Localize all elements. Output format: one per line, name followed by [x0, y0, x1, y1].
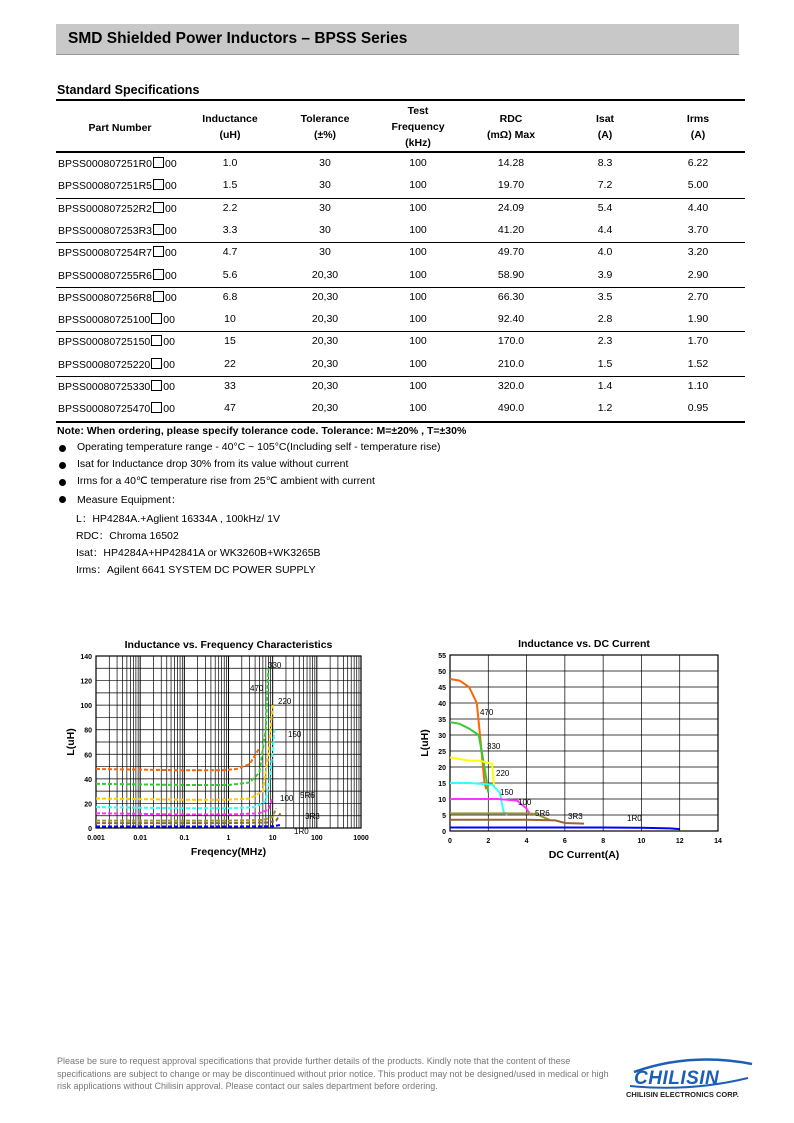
part-number-suffix: 00 [163, 336, 175, 348]
part-number-prefix: BPSS000807251R0 [58, 158, 152, 170]
bullet-measure-equipment: Measure Equipment： [77, 494, 182, 506]
header-part-number: Part Number [88, 122, 152, 134]
y-axis-label: L(uH) [419, 729, 431, 757]
cell-irms: 2.70 [687, 291, 709, 303]
cell-rdc: 210.0 [497, 358, 525, 370]
tolerance-code-box [151, 402, 162, 413]
part-number-cell [58, 402, 175, 415]
part-number-cell [58, 246, 177, 259]
tolerance-code-box [153, 246, 164, 257]
cell-isat: 2.3 [597, 335, 613, 347]
series-label-5R6: 5R6 [300, 791, 315, 800]
tolerance-code-box [151, 335, 162, 346]
x-tick-label: 0 [448, 838, 452, 845]
cell-isat: 3.5 [597, 291, 613, 303]
cell-freq: 100 [409, 269, 427, 281]
series-label-3R3: 3R3 [568, 812, 583, 821]
header-rdc-unit: (mΩ) Max [486, 129, 536, 141]
cell-tol: 30 [319, 224, 331, 236]
part-number-suffix: 00 [163, 381, 175, 393]
part-number-prefix: BPSS00080725470 [58, 403, 151, 415]
x-tick-label: 10 [637, 838, 646, 845]
cell-freq: 100 [409, 157, 427, 169]
cell-ind: 6.8 [222, 291, 238, 303]
series-label-1R0: 1R0 [294, 827, 309, 836]
tolerance-code-box [151, 313, 162, 324]
table-top-rule [56, 99, 745, 101]
part-number-prefix: BPSS00080725100 [58, 314, 151, 326]
chart-inductance-vs-dc-current [412, 633, 747, 868]
cell-tol: 20,30 [311, 291, 339, 303]
tolerance-code-box [153, 224, 164, 235]
cell-irms: 1.90 [687, 313, 709, 325]
header-frequency-line2: Frequency [391, 121, 445, 133]
x-tick-label: 0.001 [87, 835, 105, 842]
cell-ind: 2.2 [222, 202, 238, 214]
cell-rdc: 24.09 [497, 202, 525, 214]
cell-freq: 100 [409, 179, 427, 191]
x-axis-label: Freqency(MHz) [190, 846, 267, 858]
series-label-100: 100 [518, 798, 532, 807]
cell-ind: 1.5 [222, 179, 238, 191]
cell-tol: 30 [319, 246, 331, 258]
cell-isat: 2.8 [597, 313, 613, 325]
header-isat-line: Isat [595, 113, 615, 125]
cell-rdc: 19.70 [497, 179, 525, 191]
cell-isat: 4.4 [597, 224, 613, 236]
footer-disclaimer: Please be sure to request approval specifications that provide further details of the products. Kindly note that the content of these specifications are subject to change or may be discontinued without prior notice. This product may not be designed/used in medical or high risk applications without Chilisin approval. Please contact our sales department before ordering. [57, 1056, 609, 1091]
part-number-suffix: 00 [165, 180, 177, 192]
cell-isat: 5.4 [597, 202, 613, 214]
cell-tol: 20,30 [311, 380, 339, 392]
cell-freq: 100 [409, 380, 427, 392]
part-number-cell [58, 291, 177, 304]
part-number-suffix: 00 [165, 225, 177, 237]
part-number-cell [58, 157, 177, 170]
header-rdc-line: RDC [499, 113, 523, 125]
cell-tol: 20,30 [311, 313, 339, 325]
bullet-dot [59, 462, 66, 469]
part-number-cell [58, 358, 175, 371]
series-label-5R6: 5R6 [535, 809, 550, 818]
x-tick-label: 12 [675, 838, 684, 845]
cell-irms: 3.70 [687, 224, 709, 236]
cell-freq: 100 [409, 291, 427, 303]
y-tick-label: 20 [84, 801, 92, 809]
row-group-rule [56, 242, 745, 243]
y-tick-label: 45 [438, 685, 446, 692]
header-irms-line: Irms [686, 113, 710, 125]
part-number-prefix: BPSS000807254R7 [58, 247, 152, 259]
part-number-suffix: 00 [165, 158, 177, 170]
series-label-100: 100 [280, 794, 294, 803]
cell-isat: 4.0 [597, 246, 613, 258]
y-tick-label: 0 [442, 829, 446, 836]
part-number-cell [58, 179, 177, 192]
cell-isat: 1.4 [597, 380, 613, 392]
cell-isat: 3.9 [597, 269, 613, 281]
y-tick-label: 40 [438, 701, 446, 708]
chart-title: Inductance vs. Frequency Characteristics [124, 639, 333, 651]
header-isat-unit: (A) [597, 129, 613, 141]
y-tick-label: 35 [438, 717, 446, 724]
tolerance-code-box [151, 358, 162, 369]
x-tick-label: 4 [524, 838, 529, 845]
equipment-isat: Isat：HP4284A+HP42841A or WK3260B+WK3265B [76, 547, 321, 559]
cell-irms: 1.52 [687, 358, 709, 370]
series-label-470: 470 [250, 684, 264, 693]
series-label-150: 150 [500, 788, 514, 797]
row-group-rule [56, 376, 745, 377]
tolerance-code-box [153, 291, 164, 302]
cell-ind: 3.3 [222, 224, 238, 236]
row-group-rule [56, 331, 745, 332]
header-frequency-line1: Test [407, 105, 429, 117]
cell-irms: 5.00 [687, 179, 709, 191]
tolerance-code-box [153, 157, 164, 168]
cell-rdc: 490.0 [497, 402, 525, 414]
svg-text:CHILISIN: CHILISIN [634, 1068, 720, 1089]
part-number-suffix: 00 [163, 314, 175, 326]
series-label-1R0: 1R0 [627, 814, 642, 823]
y-tick-label: 60 [84, 752, 92, 760]
header-tolerance-line: Tolerance [300, 113, 350, 125]
y-tick-label: 50 [438, 669, 446, 676]
cell-rdc: 320.0 [497, 380, 525, 392]
table-bottom-rule [56, 421, 745, 423]
y-tick-label: 15 [438, 781, 446, 788]
cell-freq: 100 [409, 224, 427, 236]
y-tick-label: 25 [438, 749, 446, 756]
header-isat [565, 111, 645, 143]
cell-tol: 20,30 [311, 269, 339, 281]
y-tick-label: 80 [84, 727, 92, 735]
x-axis-label: DC Current(A) [548, 849, 620, 861]
cell-isat: 1.2 [597, 402, 613, 414]
cell-rdc: 58.90 [497, 269, 525, 281]
cell-irms: 1.70 [687, 335, 709, 347]
svg-text:CHILISIN ELECTRONICS CORP.: CHILISIN ELECTRONICS CORP. [626, 1090, 739, 1099]
bullet-dot [59, 445, 66, 452]
section-title: Standard Specifications [57, 83, 200, 97]
part-number-cell [58, 269, 177, 282]
y-tick-label: 10 [438, 797, 446, 804]
header-inductance-line: Inductance [202, 113, 258, 125]
bullet-operating-temp: Operating temperature range - 40°C ~ 105°C(Including self - temperature rise) [77, 441, 441, 453]
cell-ind: 4.7 [222, 246, 238, 258]
x-tick-label: 1 [226, 835, 231, 842]
x-tick-label: 0.01 [133, 835, 147, 842]
cell-freq: 100 [409, 335, 427, 347]
cell-rdc: 49.70 [497, 246, 525, 258]
cell-isat: 7.2 [597, 179, 613, 191]
header-tolerance [285, 111, 365, 143]
cell-isat: 8.3 [597, 157, 613, 169]
equipment-irms: Irms：Agilent 6641 SYSTEM DC POWER SUPPLY [76, 564, 316, 576]
part-number-suffix: 00 [163, 359, 175, 371]
tolerance-code-box [153, 202, 164, 213]
part-number-prefix: BPSS000807255R6 [58, 270, 152, 282]
part-number-prefix: BPSS000807252R2 [58, 203, 152, 215]
series-label-330: 330 [487, 742, 501, 751]
cell-tol: 30 [319, 179, 331, 191]
header-inductance-unit: (uH) [219, 129, 241, 141]
header-frequency-unit: (kHz) [405, 137, 431, 149]
cell-ind: 22 [224, 358, 236, 370]
cell-irms: 0.95 [687, 402, 709, 414]
table-header-rule [56, 151, 745, 153]
y-tick-label: 140 [80, 654, 92, 661]
chart-title: Inductance vs. DC Current [518, 638, 650, 650]
series-label-330: 330 [268, 661, 282, 670]
x-tick-label: 6 [562, 838, 567, 845]
equipment-l: L：HP4284A.+Aglient 16334A , 100kHz/ 1V [76, 513, 281, 525]
page-title: SMD Shielded Power Inductors – BPSS Series [68, 30, 408, 47]
part-number-cell [58, 380, 175, 393]
part-number-prefix: BPSS000807253R3 [58, 225, 152, 237]
series-label-3R3: 3R3 [305, 812, 320, 821]
header-irms-unit: (A) [690, 129, 706, 141]
cell-rdc: 92.40 [497, 313, 525, 325]
part-number-suffix: 00 [163, 403, 175, 415]
y-tick-label: 0 [88, 826, 92, 833]
cell-irms: 4.40 [687, 202, 709, 214]
cell-tol: 20,30 [311, 402, 339, 414]
header-rdc [471, 111, 551, 143]
cell-freq: 100 [409, 202, 427, 214]
cell-ind: 5.6 [222, 269, 238, 281]
bullet-isat: Isat for Inductance drop 30% from its value without current [77, 458, 349, 470]
part-number-suffix: 00 [165, 270, 177, 282]
y-tick-label: 30 [438, 733, 446, 740]
y-tick-label: 40 [84, 776, 92, 784]
cell-rdc: 41.20 [497, 224, 525, 236]
part-number-cell [58, 202, 177, 215]
cell-freq: 100 [409, 313, 427, 325]
part-number-prefix: BPSS00080725330 [58, 381, 151, 393]
y-tick-label: 5 [442, 813, 446, 820]
chart-inductance-vs-frequency [50, 633, 380, 868]
part-number-prefix: BPSS00080725150 [58, 336, 151, 348]
cell-ind: 47 [224, 402, 236, 414]
row-group-rule [56, 198, 745, 199]
cell-freq: 100 [409, 358, 427, 370]
chilisin-logo [620, 1050, 760, 1100]
part-number-cell [58, 335, 175, 348]
cell-isat: 1.5 [597, 358, 613, 370]
header-irms [658, 111, 738, 143]
y-tick-label: 100 [80, 703, 92, 711]
x-tick-label: 8 [601, 838, 606, 845]
series-label-220: 220 [496, 769, 510, 778]
part-number-suffix: 00 [165, 203, 177, 215]
cell-irms: 6.22 [687, 157, 709, 169]
ordering-note: Note: When ordering, please specify tolerance code. Tolerance: M=±20% , T=±30% [57, 425, 467, 437]
row-group-rule [56, 287, 745, 288]
cell-ind: 15 [224, 335, 236, 347]
bullet-dot [59, 479, 66, 486]
cell-ind: 33 [224, 380, 236, 392]
x-tick-label: 14 [714, 838, 722, 845]
cell-freq: 100 [409, 246, 427, 258]
header-tolerance-unit: (±%) [313, 129, 337, 141]
y-tick-label: 120 [80, 678, 92, 686]
cell-freq: 100 [409, 402, 427, 414]
header-frequency [378, 103, 458, 151]
y-tick-label: 20 [438, 765, 446, 772]
series-label-220: 220 [278, 697, 292, 706]
cell-ind: 10 [224, 313, 236, 325]
cell-rdc: 14.28 [497, 157, 525, 169]
header-banner [56, 24, 739, 55]
tolerance-code-box [151, 380, 162, 391]
cell-tol: 20,30 [311, 335, 339, 347]
bullet-irms: Irms for a 40℃ temperature rise from 25℃ ambient with current [77, 475, 375, 487]
cell-tol: 30 [319, 157, 331, 169]
y-tick-label: 55 [438, 653, 446, 660]
cell-tol: 30 [319, 202, 331, 214]
cell-irms: 1.10 [687, 380, 709, 392]
cell-rdc: 66.30 [497, 291, 525, 303]
cell-rdc: 170.0 [497, 335, 525, 347]
equipment-rdc: RDC：Chroma 16502 [76, 530, 179, 542]
part-number-cell [58, 313, 175, 326]
y-axis-label: L(uH) [65, 728, 77, 756]
header-inductance [190, 111, 270, 143]
part-number-suffix: 00 [165, 292, 177, 304]
bullet-dot [59, 496, 66, 503]
part-number-cell [58, 224, 177, 237]
x-tick-label: 10 [268, 835, 277, 842]
tolerance-code-box [153, 179, 164, 190]
cell-irms: 2.90 [687, 269, 709, 281]
part-number-prefix: BPSS000807251R5 [58, 180, 152, 192]
cell-irms: 3.20 [687, 246, 709, 258]
series-label-150: 150 [288, 730, 302, 739]
part-number-prefix: BPSS000807256R8 [58, 292, 152, 304]
part-number-suffix: 00 [165, 247, 177, 259]
cell-tol: 20,30 [311, 358, 339, 370]
series-label-470: 470 [480, 708, 494, 717]
x-tick-label: 100 [310, 835, 323, 842]
tolerance-code-box [153, 269, 164, 280]
cell-ind: 1.0 [222, 157, 238, 169]
x-tick-label: 0.1 [179, 835, 190, 842]
x-tick-label: 1000 [353, 835, 369, 842]
part-number-prefix: BPSS00080725220 [58, 359, 151, 371]
x-tick-label: 2 [486, 838, 491, 845]
